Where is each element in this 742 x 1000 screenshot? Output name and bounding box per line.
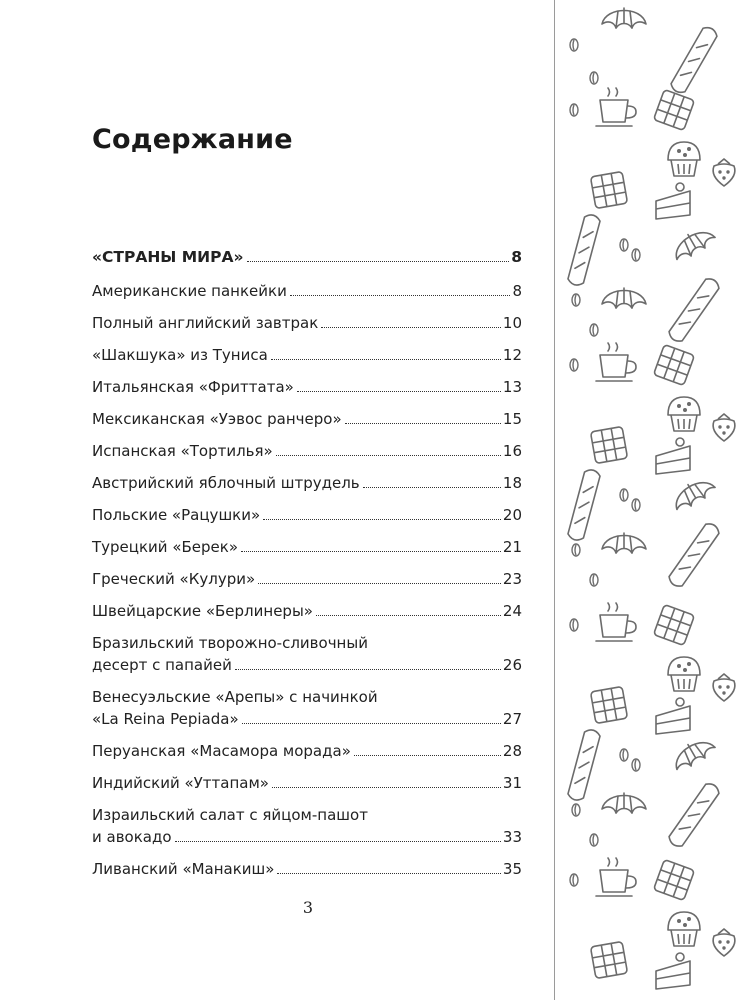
- toc-entry-label: Мексиканская «Уэвос ранчеро»: [92, 410, 342, 428]
- pattern-tile: [567, 8, 735, 344]
- toc-entry-page: 12: [502, 346, 522, 364]
- toc-entry-page: 24: [502, 602, 522, 620]
- toc-entry[interactable]: [92, 408, 522, 430]
- leader-dots: [175, 841, 501, 842]
- leader-dots: [321, 327, 501, 328]
- leader-dots: [316, 615, 501, 616]
- toc-entry-label: Греческий «Кулури»: [92, 570, 256, 588]
- toc-entry-label: Перуанская «Масамора морада»: [92, 742, 351, 760]
- toc-entry-label-line1: Бразильский творожно-сливочный: [92, 634, 368, 652]
- leader-dots: [290, 295, 511, 296]
- toc-entry-page: 8: [512, 282, 522, 300]
- leader-dots: [345, 423, 501, 424]
- toc-entry-page: 21: [502, 538, 522, 556]
- toc-entry-label: десерт с папайей: [92, 656, 232, 674]
- leader-dots: [235, 669, 501, 670]
- toc-entry[interactable]: [92, 312, 522, 334]
- toc-entry-label-line1: Венесуэльские «Арепы» с начинкой: [92, 688, 378, 706]
- toc-entry-page: 27: [502, 710, 522, 728]
- pattern-tile: [567, 343, 735, 589]
- toc-entry-label: Полный английский завтрак: [92, 314, 319, 332]
- leader-dots: [297, 391, 501, 392]
- leader-dots: [247, 261, 510, 262]
- page-number: 3: [302, 898, 314, 917]
- leader-dots: [271, 359, 501, 360]
- toc-section-header[interactable]: [92, 246, 522, 268]
- toc-entry-label: Польские «Рацушки»: [92, 506, 261, 524]
- toc-entry[interactable]: [92, 280, 522, 302]
- toc-entry-page: 26: [502, 656, 522, 674]
- toc-entry-label: Итальянская «Фриттата»: [92, 378, 294, 396]
- toc-entry[interactable]: [92, 344, 522, 366]
- toc-entry[interactable]: [92, 472, 522, 494]
- toc-entry-page: 28: [502, 742, 522, 760]
- leader-dots: [242, 723, 501, 724]
- toc-entry-page: 8: [511, 248, 522, 266]
- leader-dots: [258, 583, 501, 584]
- toc-entry-label: «Шакшука» из Туниса: [92, 346, 268, 364]
- toc-entry[interactable]: [92, 600, 522, 622]
- toc-entry-page: 23: [502, 570, 522, 588]
- toc-entry[interactable]: [92, 740, 522, 762]
- leader-dots: [272, 787, 501, 788]
- toc-entry[interactable]: [92, 440, 522, 462]
- toc-entry-label: «La Reina Pepiada»: [92, 710, 239, 728]
- toc-entry-label: и авокадо: [92, 828, 172, 846]
- toc-entry-page: 10: [502, 314, 522, 332]
- leader-dots: [363, 487, 501, 488]
- toc-entry-page: 18: [502, 474, 522, 492]
- pattern-tile: [567, 603, 735, 849]
- toc-entry-label: Австрийский яблочный штрудель: [92, 474, 360, 492]
- toc-entry[interactable]: [92, 858, 522, 880]
- food-pattern: [554, 0, 742, 1000]
- toc-entry-label: «СТРАНЫ МИРА»: [92, 248, 244, 266]
- leader-dots: [276, 455, 501, 456]
- toc-entry-page: 15: [502, 410, 522, 428]
- pattern-tile: [570, 858, 735, 989]
- leader-dots: [277, 873, 500, 874]
- toc-entry-label-line1: Израильский салат с яйцом-пашот: [92, 806, 368, 824]
- toc-entry-label: Швейцарские «Берлинеры»: [92, 602, 313, 620]
- toc-entry[interactable]: [92, 568, 522, 590]
- toc-entry-multiline[interactable]: [92, 686, 522, 730]
- toc-entry-page: 16: [502, 442, 522, 460]
- toc-entry-multiline[interactable]: [92, 632, 522, 676]
- toc-entry-label: Американские панкейки: [92, 282, 287, 300]
- toc-entry-page: 20: [502, 506, 522, 524]
- toc-entry-page: 13: [502, 378, 522, 396]
- toc-entry-page: 31: [502, 774, 522, 792]
- leader-dots: [241, 551, 501, 552]
- table-of-contents: [92, 246, 522, 880]
- food-pattern-strip: [554, 0, 742, 1000]
- toc-entry-label: Ливанский «Манакиш»: [92, 860, 275, 878]
- toc-entry-label: Турецкий «Берек»: [92, 538, 239, 556]
- leader-dots: [354, 755, 501, 756]
- toc-entry-label: Испанская «Тортилья»: [92, 442, 273, 460]
- page-title: Содержание: [92, 124, 293, 155]
- leader-dots: [263, 519, 501, 520]
- toc-entry-page: 35: [502, 860, 522, 878]
- toc-entry-page: 33: [502, 828, 522, 846]
- toc-entry[interactable]: [92, 376, 522, 398]
- toc-entry-label: Индийский «Уттапам»: [92, 774, 269, 792]
- toc-entry[interactable]: [92, 504, 522, 526]
- toc-entry[interactable]: [92, 536, 522, 558]
- toc-entry-multiline[interactable]: [92, 804, 522, 848]
- toc-entry[interactable]: [92, 772, 522, 794]
